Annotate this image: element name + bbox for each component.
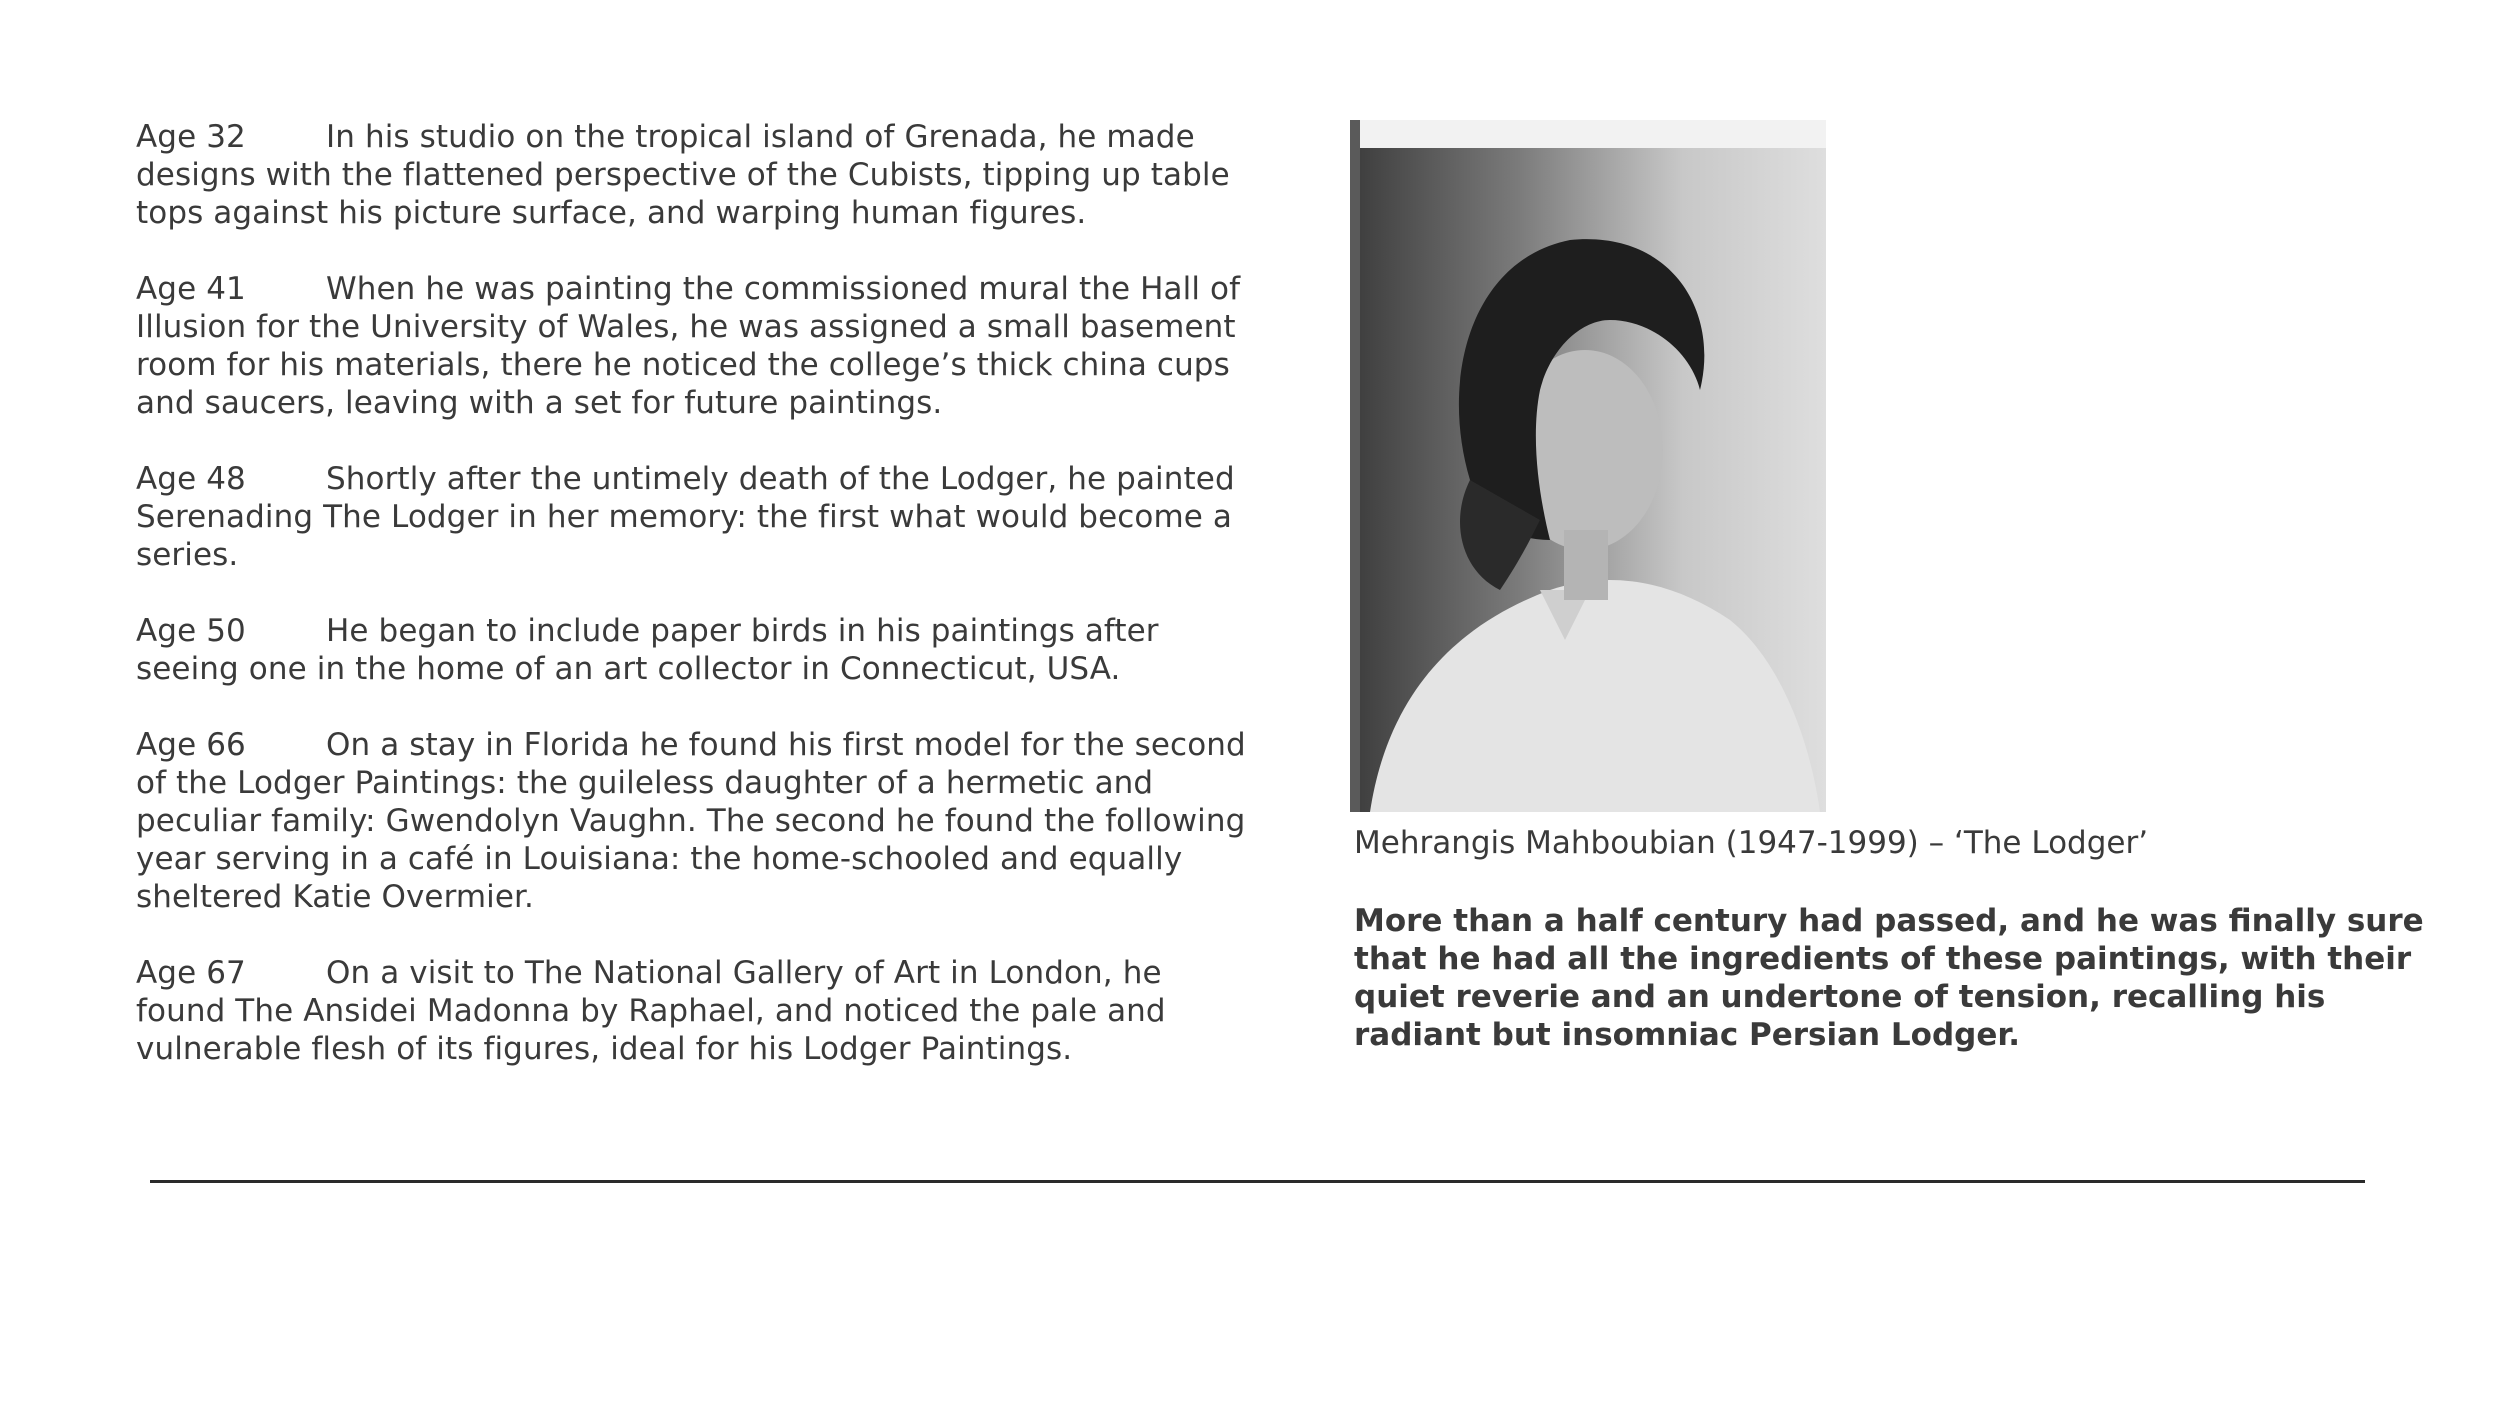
entry-text: When he was painting the commissioned mural the Hall of Illusion for the University of Wales, he was assigned a small basement room for his materials, there he noticed the college’s thick china cups and saucers, leaving with a set for future paintings.: [136, 271, 1241, 421]
timeline-entry: [136, 118, 1246, 232]
entry-text: Shortly after the untimely death of the Lodger, he painted Serenading The Lodger in her memory: the first what would become a series.: [136, 461, 1235, 573]
entry-text: On a stay in Florida he found his first model for the second of the Lodger Paintings: the guileless daughter of a hermetic and peculiar family: Gwendolyn Vaughn. The second he found the following year serving in a café in Louisiana: the home-schooled and equally sheltered Katie Overmier.: [136, 727, 1246, 915]
entry-age: Age 41: [136, 271, 246, 307]
entry-age: Age 50: [136, 613, 246, 649]
entry-age: Age 67: [136, 955, 246, 991]
portrait-photo: [1350, 120, 1826, 812]
timeline-entries: [136, 118, 1246, 1106]
timeline-entry: [136, 270, 1246, 422]
quote-text: More than a half century had passed, and he was finally sure that he had all the ingredients of these paintings, with their quiet reverie and an undertone of tension, recalling his radiant but insomniac Persian Lodger.: [1354, 903, 2424, 1053]
timeline-entry: [136, 954, 1246, 1068]
entry-text: On a visit to The National Gallery of Art in London, he found The Ansidei Madonna by Raphael, and noticed the pale and vulnerable flesh of its figures, ideal for his Lodger Paintings.: [136, 955, 1166, 1067]
timeline-entry: [136, 612, 1246, 688]
entry-age: Age 48: [136, 461, 246, 497]
entry-text: In his studio on the tropical island of Grenada, he made designs with the flattened perspective of the Cubists, tipping up table tops against his picture surface, and warping human figures.: [136, 119, 1230, 231]
entry-text: He began to include paper birds in his paintings after seeing one in the home of an art collector in Connecticut, USA.: [136, 613, 1159, 687]
entry-age: Age 32: [136, 119, 246, 155]
horizontal-divider: [150, 1180, 2365, 1183]
portrait-illustration: [1350, 120, 1826, 812]
photo-caption: Mehrangis Mahboubian (1947-1999) – ‘The Lodger’: [1354, 825, 2149, 861]
timeline-entry: [136, 460, 1246, 574]
timeline-entry: [136, 726, 1246, 916]
entry-age: Age 66: [136, 727, 246, 763]
